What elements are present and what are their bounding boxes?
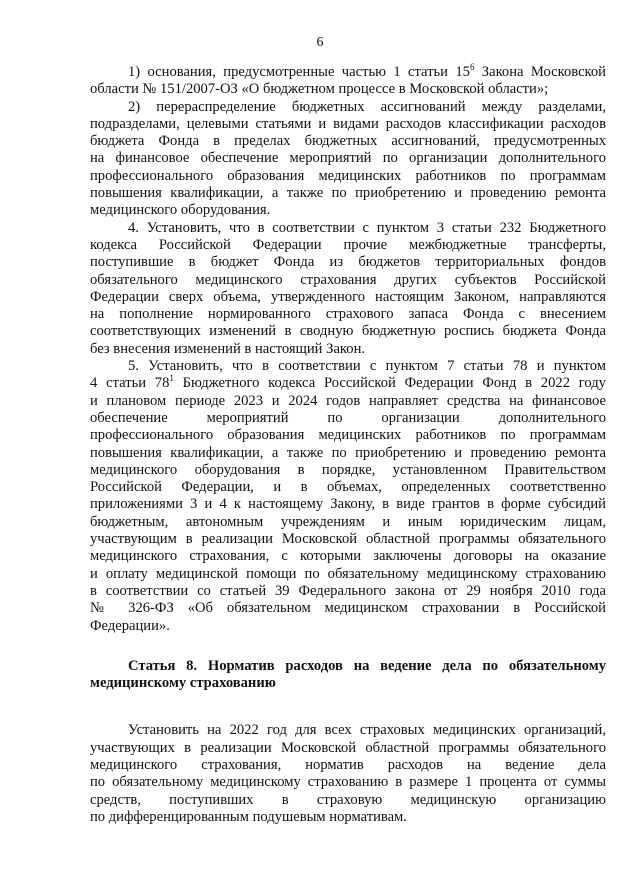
text-line: 4. Установить, что в соответствии с пунктом 3 статьи 232 Бюджетного	[128, 219, 606, 236]
text-line: № 326-ФЗ «Об обязательном медицинском страховании в Российской	[90, 600, 606, 617]
text-line: участвующих в реализации Московской областной программы обязательного	[90, 739, 606, 756]
text-line: бюджетным, автономным учреждениям и иным юридическим лицам,	[90, 513, 606, 530]
text-line: по дифференцированным подушевым нормативам.	[90, 808, 407, 825]
text-line: Федерации сверх объема, утвержденного настоящим Законом, направляются	[90, 288, 606, 305]
text-line: подразделами, целевыми статьями и видами расходов классификации расходов	[90, 115, 606, 132]
text-line: и плановом периоде 2023 и 2024 годов направляет средства на финансовое	[90, 392, 606, 409]
text-line: средств, поступивших в страховую медицинскую организацию	[90, 791, 606, 808]
text-line: приложениями 3 и 4 к настоящему Закону, в виде грантов в форме субсидий	[90, 496, 606, 513]
article-8-heading	[90, 658, 606, 693]
text-line: медицинского оборудования.	[90, 202, 271, 219]
paragraph-clause-1	[90, 64, 606, 99]
text-line: на финансовое обеспечение мероприятий по организации дополнительного	[90, 150, 606, 167]
text-line: 1) основания, предусмотренные частью 1 статьи $15^6$ Закона Московской	[128, 62, 606, 80]
text-line: и оплату медицинской помощи по обязательному медицинскому страхованию	[90, 565, 606, 582]
text-line: 4 статьи $78^1$ Бюджетного кодекса Российской Федерации Фонд в 2022 году	[90, 373, 606, 392]
text-line: поступившие в бюджет Фонда из бюджетов территориальных фондов	[90, 254, 606, 271]
text-line: Российской Федерации, и в объемах, определенных соответственно	[90, 479, 606, 496]
text-line: по обязательному медицинскому страхованию в размере 1 процента от суммы	[90, 774, 606, 791]
text-line: обеспечение мероприятий по организации дополнительного	[90, 409, 606, 426]
text-line: соответствующих изменений в сводную бюджетную роспись бюджета Фонда	[90, 323, 606, 340]
text-line: профессионального образования медицинских работников по программам	[90, 167, 606, 184]
document-body	[90, 64, 606, 826]
text-line: медицинского страхования, норматив расходов на ведение дела	[90, 756, 606, 773]
text-line: бюджета Фонда в пределах бюджетных ассигнований, предусмотренных	[90, 133, 606, 150]
paragraph-item-5	[90, 358, 606, 635]
paragraph-item-4	[90, 220, 606, 358]
text-line: в соответствии со статьей 39 Федерального закона от 29 ноября 2010 года	[90, 582, 606, 599]
text-line: повышения квалификации, а также по приобретению и проведению ремонта	[90, 185, 606, 202]
text-line: без внесения изменений в настоящий Закон.	[90, 340, 366, 357]
heading-line: медицинскому страхованию	[90, 675, 276, 692]
text-line: Федерации».	[90, 617, 170, 634]
text-line: кодекса Российской Федерации прочие межбюджетные трансферты,	[90, 236, 606, 253]
text-line: повышения квалификации, а также по приобретению и проведению ремонта	[90, 444, 606, 461]
heading-line: Статья 8. Норматив расходов на ведение дела по обязательному	[128, 657, 606, 674]
text-line: 5. Установить, что в соответствии с пунктом 7 статьи 78 и пунктом	[128, 358, 606, 375]
text-line: медицинского страхования, с которыми заключены договоры на оказание	[90, 548, 606, 565]
text-line: обязательного медицинского страхования других субъектов Российской	[90, 271, 606, 288]
text-line: медицинского оборудования в порядке, установленном Правительством	[90, 461, 606, 478]
paragraph-clause-2	[90, 99, 606, 220]
text-line: участвующим в реализации Московской областной программы обязательного	[90, 531, 606, 548]
text-line: Установить на 2022 год для всех страховых медицинских организаций,	[128, 722, 606, 739]
text-line: на пополнение нормированного страхового запаса Фонда с внесением	[90, 306, 606, 323]
page-number: 6	[316, 35, 324, 50]
text-line: области № 151/2007-ОЗ «О бюджетном процессе в Московской области»;	[90, 81, 549, 98]
article-8-body	[90, 722, 606, 826]
text-line: профессионального образования медицинских работников по программам	[90, 427, 606, 444]
text-line: 2) перераспределение бюджетных ассигнований между разделами,	[128, 98, 606, 115]
